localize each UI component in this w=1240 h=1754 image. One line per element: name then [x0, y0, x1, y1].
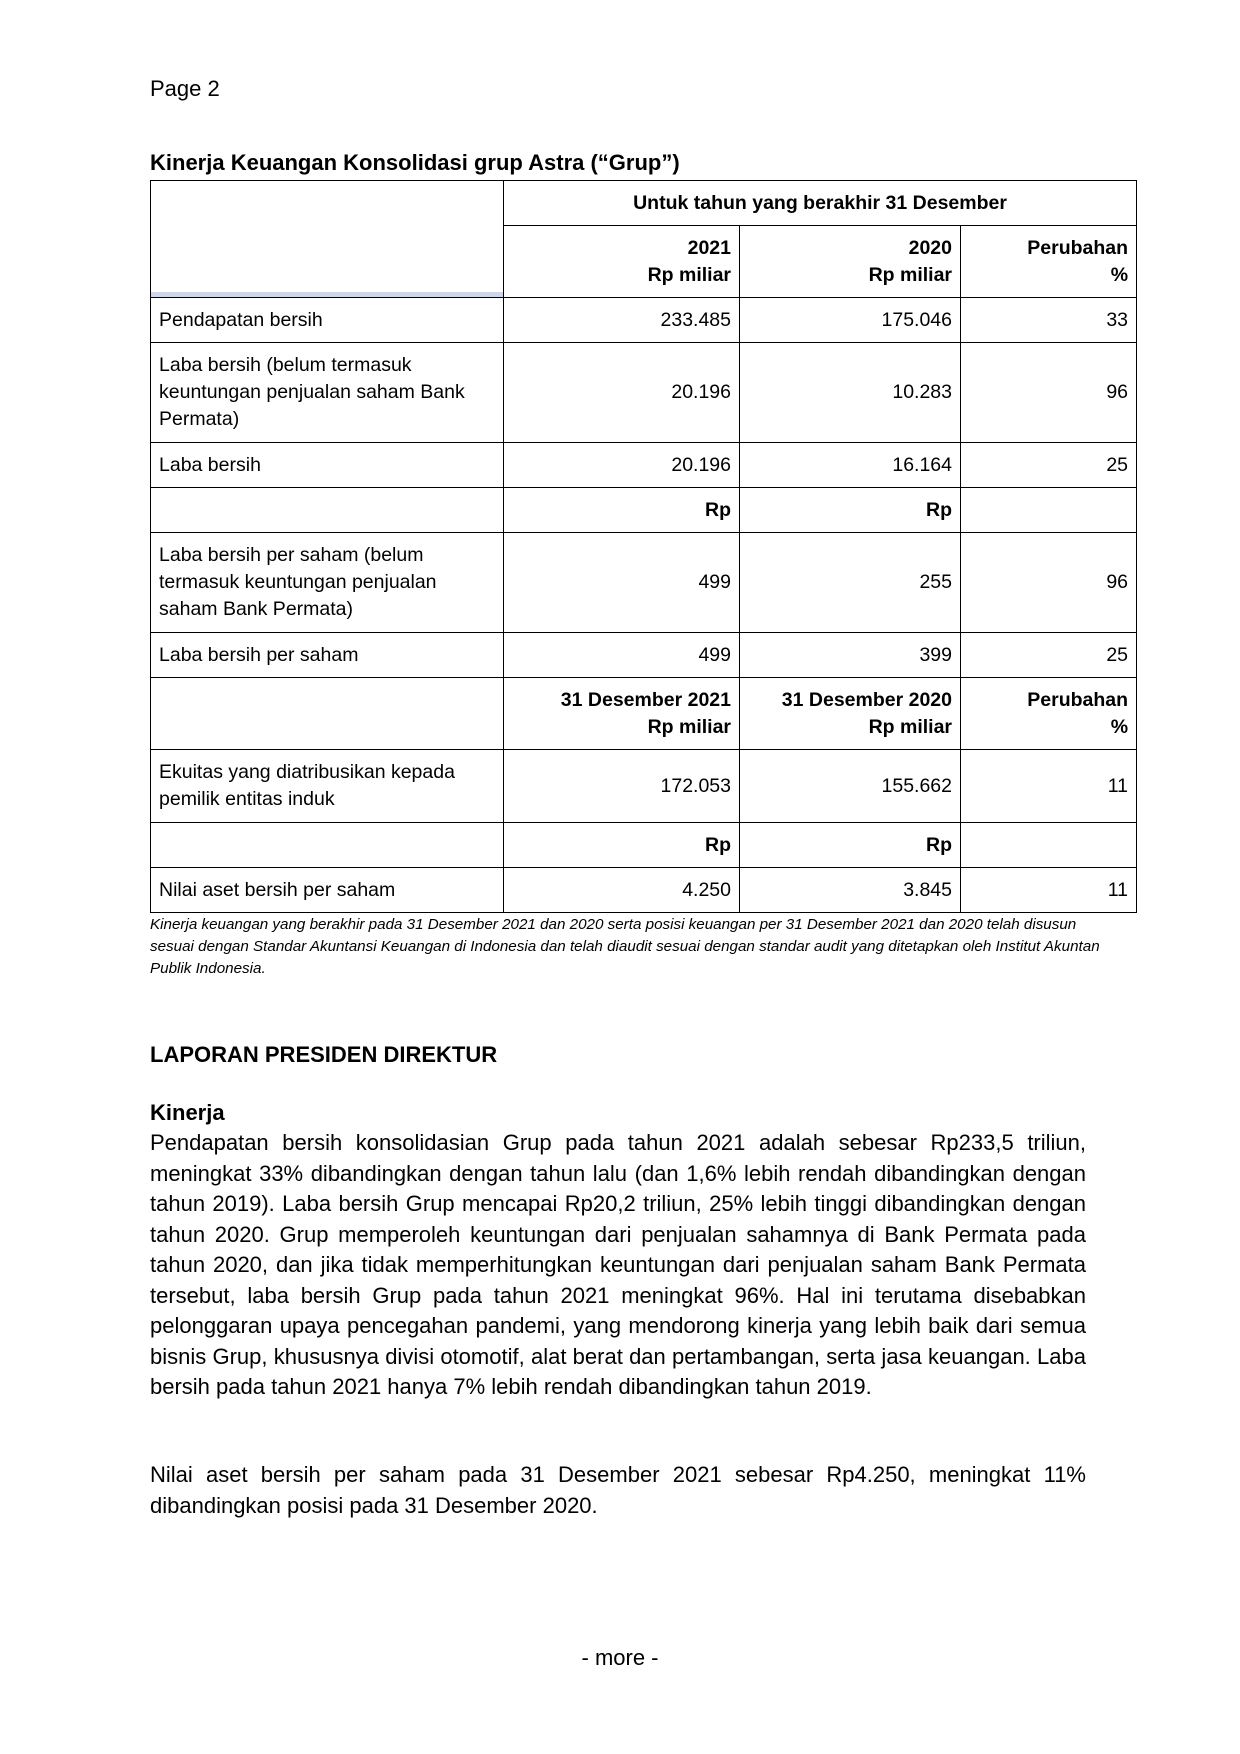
- row-label: Laba bersih per saham: [151, 633, 504, 678]
- row-unit-2020: Rp: [740, 823, 961, 868]
- row-value-2021: 20.196: [504, 343, 740, 443]
- header-underline-bar: [151, 292, 503, 297]
- row-label: Pendapatan bersih: [151, 298, 504, 343]
- row-value-2020: 399: [740, 633, 961, 678]
- page-number: Page 2: [150, 76, 220, 101]
- row-value-2020: 255: [740, 533, 961, 633]
- row-value-2020: 175.046: [740, 298, 961, 343]
- body-paragraph: Nilai aset bersih per saham pada 31 Desember 2021 sebesar Rp4.250, meningkat 11% dibandingkan posisi pada 31 Desember 2020.: [150, 1462, 1086, 1518]
- row-change: 96: [961, 343, 1137, 443]
- row-change: 11: [961, 868, 1137, 913]
- row-label: Laba bersih per saham (belum termasuk keuntungan penjualan saham Bank Permata): [151, 533, 504, 633]
- row-value-2020: 3.845: [740, 868, 961, 913]
- row-change: 33: [961, 298, 1137, 343]
- header-blank-cell: [151, 181, 504, 298]
- section-heading: LAPORAN PRESIDEN DIREKTUR: [150, 1042, 498, 1067]
- sub-heading: Kinerja: [150, 1100, 225, 1125]
- table-column-header-row: [151, 678, 1137, 750]
- table-row: [151, 443, 1137, 488]
- row-label: Laba bersih: [151, 443, 504, 488]
- table-header-row: [151, 181, 1137, 226]
- row-label: Laba bersih (belum termasuk keuntungan penjualan saham Bank Permata): [151, 343, 504, 443]
- row-value-2020: 10.283: [740, 343, 961, 443]
- col-header-change: Perubahan %: [961, 678, 1137, 750]
- page-footer: - more -: [581, 1645, 659, 1670]
- row-change: 96: [961, 533, 1137, 633]
- table-row: [151, 298, 1137, 343]
- table-title: Kinerja Keuangan Konsolidasi grup Astra (“Grup”): [150, 150, 680, 175]
- row-change: 25: [961, 633, 1137, 678]
- table-row: [151, 823, 1137, 868]
- financial-performance-table: [150, 180, 1137, 913]
- row-label: [151, 823, 504, 868]
- col-header-dec-2021: 31 Desember 2021 Rp miliar: [504, 678, 740, 750]
- table-row: [151, 533, 1137, 633]
- row-value-2021: 499: [504, 633, 740, 678]
- row-label: Ekuitas yang diatribusikan kepada pemilik entitas induk: [151, 750, 504, 823]
- row-change: [961, 823, 1137, 868]
- row-value-2021: 233.485: [504, 298, 740, 343]
- header-blank-cell: [151, 678, 504, 750]
- table-footnote: Kinerja keuangan yang berakhir pada 31 Desember 2021 dan 2020 serta posisi keuangan per 31 Desember 2021 dan 2020 telah disusun sesuai dengan Standar Akuntansi Keuangan di Indonesia dan telah diaudit sesuai dengan standar audit yang ditetapkan oleh Institut Akuntan Publik Indonesia.: [150, 916, 1100, 977]
- row-unit-2020: Rp: [740, 488, 961, 533]
- row-value-2020: 16.164: [740, 443, 961, 488]
- period-header: Untuk tahun yang berakhir 31 Desember: [504, 181, 1137, 226]
- body-paragraph: Pendapatan bersih konsolidasian Grup pada tahun 2021 adalah sebesar Rp233,5 triliun, meningkat 33% dibandingkan dengan tahun lalu (dan 1,6% lebih rendah dibandingkan dengan tahun 2019). Laba bersih Grup mencapai Rp20,2 triliun, 25% lebih tinggi dibandingkan dengan tahun 2020. Grup memperoleh keuntungan dari penjualan sahamnya di Bank Permata pada tahun 2020, dan jika tidak memperhitungkan keuntungan dari penjualan saham Bank Permata tersebut, laba bersih Grup pada tahun 2021 meningkat 96%. Hal ini terutama disebabkan pelonggaran upaya pencegahan pandemi, yang mendorong kinerja yang lebih baik dari semua bisnis Grup, khususnya divisi otomotif, alat berat dan pertambangan, serta jasa keuangan. Laba bersih pada tahun 2021 hanya 7% lebih rendah dibandingkan tahun 2019.: [150, 1130, 1086, 1399]
- row-value-2020: 155.662: [740, 750, 961, 823]
- row-value-2021: 20.196: [504, 443, 740, 488]
- row-value-2021: 499: [504, 533, 740, 633]
- table-row: [151, 488, 1137, 533]
- row-value-2021: 4.250: [504, 868, 740, 913]
- row-unit-2021: Rp: [504, 823, 740, 868]
- table-row: [151, 633, 1137, 678]
- row-unit-2021: Rp: [504, 488, 740, 533]
- row-value-2021: 172.053: [504, 750, 740, 823]
- row-label: Nilai aset bersih per saham: [151, 868, 504, 913]
- table-row: [151, 868, 1137, 913]
- table-row: [151, 750, 1137, 823]
- row-label: [151, 488, 504, 533]
- col-header-dec-2020: 31 Desember 2020 Rp miliar: [740, 678, 961, 750]
- table-row: [151, 343, 1137, 443]
- row-change: 11: [961, 750, 1137, 823]
- row-change: [961, 488, 1137, 533]
- row-change: 25: [961, 443, 1137, 488]
- col-header-2020: 2020 Rp miliar: [740, 226, 961, 298]
- col-header-2021: 2021 Rp miliar: [504, 226, 740, 298]
- col-header-change: Perubahan %: [961, 226, 1137, 298]
